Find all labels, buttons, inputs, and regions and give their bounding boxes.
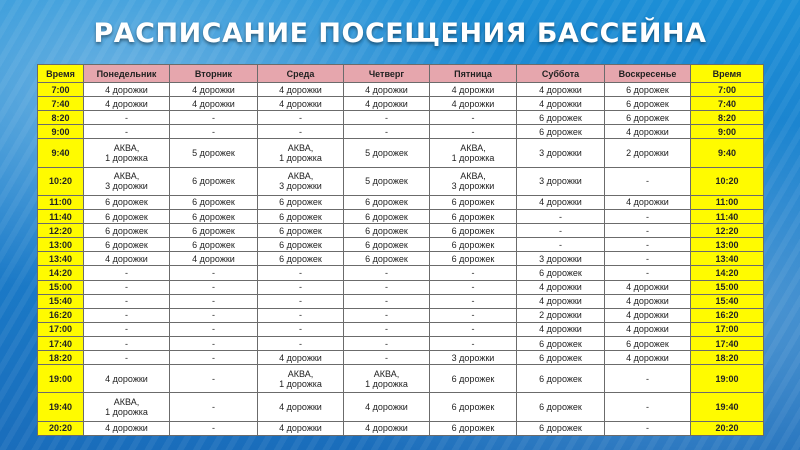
schedule-table bbox=[37, 64, 764, 436]
schedule-cell-line: АКВА, bbox=[287, 143, 314, 154]
schedule-cell: - bbox=[258, 308, 344, 322]
schedule-cell: - bbox=[170, 280, 258, 294]
schedule-cell: - bbox=[84, 308, 170, 322]
schedule-cell: 4 дорожки bbox=[605, 195, 691, 209]
schedule-cell: 4 дорожки bbox=[517, 280, 605, 294]
schedule-cell: 3 дорожки bbox=[517, 252, 605, 266]
schedule-cell: 6 дорожек bbox=[605, 97, 691, 111]
schedule-cell: 6 дорожек bbox=[344, 195, 430, 209]
schedule-cell: - bbox=[430, 266, 517, 280]
schedule-cell: - bbox=[84, 322, 170, 336]
schedule-cell: 6 дорожек bbox=[258, 195, 344, 209]
schedule-cell: 4 дорожки bbox=[84, 83, 170, 97]
schedule-cell: - bbox=[430, 280, 517, 294]
schedule-cell: - bbox=[605, 252, 691, 266]
time-cell-left: 12:20 bbox=[38, 224, 84, 238]
schedule-cell: - bbox=[344, 308, 430, 322]
time-cell-left: 8:20 bbox=[38, 111, 84, 125]
time-cell-right: 9:00 bbox=[691, 125, 764, 139]
schedule-cell: 6 дорожек bbox=[84, 195, 170, 209]
schedule-cell: - bbox=[84, 280, 170, 294]
time-cell-right: 15:00 bbox=[691, 280, 764, 294]
schedule-cell: 6 дорожек bbox=[605, 83, 691, 97]
schedule-cell: - bbox=[170, 125, 258, 139]
schedule-cell-line: АКВА, bbox=[373, 368, 400, 379]
table-row bbox=[38, 139, 764, 167]
schedule-cell: - bbox=[170, 337, 258, 351]
schedule-cell: - bbox=[430, 111, 517, 125]
schedule-cell: - bbox=[344, 337, 430, 351]
time-cell-right: 16:20 bbox=[691, 308, 764, 322]
schedule-cell: 4 дорожки bbox=[430, 97, 517, 111]
schedule-cell: 4 дорожки bbox=[258, 351, 344, 365]
day-header-wednesday: Среда bbox=[258, 65, 344, 83]
schedule-cell: - bbox=[258, 266, 344, 280]
schedule-cell: - bbox=[84, 125, 170, 139]
time-cell-right: 19:00 bbox=[691, 365, 764, 393]
schedule-cell: - bbox=[84, 337, 170, 351]
schedule-cell: - bbox=[344, 111, 430, 125]
schedule-cell: 6 дорожек bbox=[517, 125, 605, 139]
schedule-cell: - bbox=[430, 308, 517, 322]
schedule-cell: 2 дорожки bbox=[517, 308, 605, 322]
schedule-cell bbox=[258, 167, 344, 195]
time-cell-left: 13:40 bbox=[38, 252, 84, 266]
schedule-cell: - bbox=[258, 322, 344, 336]
schedule-cell: - bbox=[605, 365, 691, 393]
schedule-cell: - bbox=[605, 210, 691, 224]
schedule-cell: 2 дорожки bbox=[605, 139, 691, 167]
time-cell-right: 17:00 bbox=[691, 322, 764, 336]
schedule-cell: 6 дорожек bbox=[517, 421, 605, 435]
schedule-cell: - bbox=[84, 294, 170, 308]
time-cell-right: 17:40 bbox=[691, 337, 764, 351]
time-cell-left: 20:20 bbox=[38, 421, 84, 435]
day-header-tuesday: Вторник bbox=[170, 65, 258, 83]
schedule-cell: 4 дорожки bbox=[84, 252, 170, 266]
schedule-cell: - bbox=[430, 322, 517, 336]
schedule-cell: - bbox=[605, 266, 691, 280]
schedule-cell-line: 3 дорожки bbox=[279, 181, 322, 192]
schedule-cell: 4 дорожки bbox=[605, 308, 691, 322]
schedule-cell: 6 дорожек bbox=[84, 238, 170, 252]
schedule-cell-line: 1 дорожка bbox=[105, 153, 148, 164]
schedule-cell: 6 дорожек bbox=[517, 365, 605, 393]
table-row bbox=[38, 351, 764, 365]
schedule-cell: 6 дорожек bbox=[517, 393, 605, 421]
table-row bbox=[38, 125, 764, 139]
schedule-cell: 6 дорожек bbox=[430, 210, 517, 224]
schedule-cell: 4 дорожки bbox=[84, 365, 170, 393]
schedule-cell: - bbox=[170, 308, 258, 322]
schedule-cell-line: 3 дорожки bbox=[451, 181, 495, 192]
schedule-cell: 4 дорожки bbox=[430, 83, 517, 97]
schedule-cell: - bbox=[170, 322, 258, 336]
table-row bbox=[38, 195, 764, 209]
schedule-cell: - bbox=[344, 266, 430, 280]
schedule-cell: - bbox=[605, 167, 691, 195]
schedule-cell: 6 дорожек bbox=[344, 224, 430, 238]
schedule-cell: - bbox=[258, 111, 344, 125]
day-header-friday: Пятница bbox=[430, 65, 517, 83]
day-header-saturday: Суббота bbox=[517, 65, 605, 83]
time-cell-right: 19:40 bbox=[691, 393, 764, 421]
time-cell-left: 11:40 bbox=[38, 210, 84, 224]
schedule-cell: 6 дорожек bbox=[430, 365, 517, 393]
schedule-cell-line: АКВА, bbox=[287, 368, 314, 379]
schedule-cell: - bbox=[344, 280, 430, 294]
schedule-cell: 4 дорожки bbox=[258, 421, 344, 435]
table-row bbox=[38, 421, 764, 435]
table-row bbox=[38, 252, 764, 266]
schedule-cell: 6 дорожек bbox=[430, 224, 517, 238]
schedule-cell: - bbox=[258, 280, 344, 294]
time-cell-right: 15:40 bbox=[691, 294, 764, 308]
time-cell-left: 7:40 bbox=[38, 97, 84, 111]
schedule-cell: 4 дорожки bbox=[258, 393, 344, 421]
schedule-cell: 4 дорожки bbox=[170, 83, 258, 97]
time-cell-right: 8:20 bbox=[691, 111, 764, 125]
schedule-cell: 5 дорожек bbox=[170, 139, 258, 167]
table-row bbox=[38, 224, 764, 238]
schedule-cell-line: АКВА, bbox=[287, 171, 314, 182]
schedule-cell: 4 дорожки bbox=[605, 125, 691, 139]
schedule-cell: 6 дорожек bbox=[430, 252, 517, 266]
schedule-cell: 6 дорожек bbox=[170, 224, 258, 238]
schedule-cell: 6 дорожек bbox=[430, 195, 517, 209]
schedule-cell: - bbox=[605, 224, 691, 238]
time-cell-left: 17:40 bbox=[38, 337, 84, 351]
schedule-cell-line: АКВА, bbox=[460, 171, 486, 182]
table-row bbox=[38, 365, 764, 393]
schedule-cell: - bbox=[605, 393, 691, 421]
schedule-cell: 6 дорожек bbox=[258, 252, 344, 266]
schedule-cell: 4 дорожки bbox=[517, 97, 605, 111]
time-cell-right: 11:00 bbox=[691, 195, 764, 209]
time-cell-left: 17:00 bbox=[38, 322, 84, 336]
schedule-cell: 4 дорожки bbox=[605, 322, 691, 336]
schedule-cell: 6 дорожек bbox=[170, 167, 258, 195]
table-row bbox=[38, 337, 764, 351]
time-cell-left: 10:20 bbox=[38, 167, 84, 195]
table-row bbox=[38, 210, 764, 224]
time-header-right: Время bbox=[691, 65, 764, 83]
schedule-cell-line: АКВА, bbox=[113, 171, 140, 182]
table-row bbox=[38, 266, 764, 280]
time-cell-left: 19:40 bbox=[38, 393, 84, 421]
schedule-cell-line: 1 дорожка bbox=[279, 378, 322, 389]
schedule-cell: 4 дорожки bbox=[344, 83, 430, 97]
schedule-cell: 4 дорожки bbox=[170, 252, 258, 266]
schedule-cell: 6 дорожек bbox=[344, 252, 430, 266]
schedule-cell: - bbox=[344, 351, 430, 365]
time-cell-left: 15:00 bbox=[38, 280, 84, 294]
schedule-cell bbox=[430, 167, 517, 195]
schedule-cell: - bbox=[517, 210, 605, 224]
schedule-cell: - bbox=[430, 125, 517, 139]
schedule-cell: 4 дорожки bbox=[84, 421, 170, 435]
schedule-cell: 6 дорожек bbox=[605, 337, 691, 351]
schedule-cell: 3 дорожки bbox=[430, 351, 517, 365]
day-header-monday: Понедельник bbox=[84, 65, 170, 83]
schedule-cell: 6 дорожек bbox=[344, 210, 430, 224]
schedule-cell: 6 дорожек bbox=[258, 210, 344, 224]
schedule-cell bbox=[258, 139, 344, 167]
schedule-cell: - bbox=[170, 294, 258, 308]
table-row bbox=[38, 308, 764, 322]
schedule-cell: 4 дорожки bbox=[258, 83, 344, 97]
table-row bbox=[38, 97, 764, 111]
schedule-cell: - bbox=[170, 266, 258, 280]
schedule-cell: - bbox=[258, 337, 344, 351]
schedule-cell: 4 дорожки bbox=[84, 97, 170, 111]
table-row bbox=[38, 393, 764, 421]
schedule-cell: - bbox=[84, 351, 170, 365]
schedule-cell: 4 дорожки bbox=[258, 97, 344, 111]
schedule-cell: 6 дорожек bbox=[84, 224, 170, 238]
schedule-cell: - bbox=[170, 111, 258, 125]
table-row bbox=[38, 294, 764, 308]
time-cell-right: 20:20 bbox=[691, 421, 764, 435]
time-header-left: Время bbox=[38, 65, 84, 83]
time-cell-right: 12:20 bbox=[691, 224, 764, 238]
time-cell-left: 13:00 bbox=[38, 238, 84, 252]
schedule-cell: 6 дорожек bbox=[517, 337, 605, 351]
schedule-cell: 3 дорожки bbox=[517, 167, 605, 195]
schedule-cell: 6 дорожек bbox=[430, 393, 517, 421]
day-header-thursday: Четверг bbox=[344, 65, 430, 83]
schedule-cell: 6 дорожек bbox=[84, 210, 170, 224]
time-cell-right: 7:00 bbox=[691, 83, 764, 97]
schedule-cell bbox=[430, 139, 517, 167]
schedule-cell: - bbox=[84, 111, 170, 125]
schedule-cell: 6 дорожек bbox=[170, 238, 258, 252]
schedule-cell: 6 дорожек bbox=[430, 238, 517, 252]
schedule-cell: 4 дорожки bbox=[517, 195, 605, 209]
schedule-cell: 6 дорожек bbox=[517, 266, 605, 280]
table-row bbox=[38, 83, 764, 97]
day-header-sunday: Воскресенье bbox=[605, 65, 691, 83]
schedule-cell: 3 дорожки bbox=[517, 139, 605, 167]
schedule-cell: - bbox=[344, 294, 430, 308]
schedule-cell-line: 1 дорожка bbox=[279, 153, 322, 164]
schedule-cell: - bbox=[170, 393, 258, 421]
schedule-cell: 4 дорожки bbox=[517, 322, 605, 336]
schedule-cell: 6 дорожек bbox=[170, 210, 258, 224]
schedule-cell: 6 дорожек bbox=[258, 238, 344, 252]
schedule-cell: 4 дорожки bbox=[517, 294, 605, 308]
time-cell-left: 9:00 bbox=[38, 125, 84, 139]
schedule-cell: 6 дорожек bbox=[258, 224, 344, 238]
schedule-cell-line: 3 дорожки bbox=[105, 181, 148, 192]
schedule-cell: - bbox=[170, 351, 258, 365]
time-cell-right: 13:40 bbox=[691, 252, 764, 266]
time-cell-left: 18:20 bbox=[38, 351, 84, 365]
schedule-cell: - bbox=[344, 125, 430, 139]
schedule-cell: 6 дорожек bbox=[430, 421, 517, 435]
schedule-cell: - bbox=[170, 365, 258, 393]
schedule-cell: - bbox=[170, 421, 258, 435]
schedule-cell: 4 дорожки bbox=[170, 97, 258, 111]
time-cell-left: 9:40 bbox=[38, 139, 84, 167]
time-cell-left: 11:00 bbox=[38, 195, 84, 209]
schedule-cell: - bbox=[605, 421, 691, 435]
schedule-cell: 4 дорожки bbox=[605, 351, 691, 365]
schedule-cell-line: 1 дорожка bbox=[365, 378, 408, 389]
schedule-cell: 6 дорожек bbox=[517, 351, 605, 365]
schedule-cell bbox=[258, 365, 344, 393]
table-row bbox=[38, 167, 764, 195]
time-cell-left: 7:00 bbox=[38, 83, 84, 97]
schedule-cell: - bbox=[517, 238, 605, 252]
header-row bbox=[38, 65, 764, 83]
schedule-cell bbox=[344, 365, 430, 393]
schedule-cell: - bbox=[517, 224, 605, 238]
schedule-cell bbox=[84, 167, 170, 195]
schedule-cell: - bbox=[258, 294, 344, 308]
time-cell-left: 16:20 bbox=[38, 308, 84, 322]
time-cell-left: 15:40 bbox=[38, 294, 84, 308]
schedule-cell-line: АКВА, bbox=[113, 143, 140, 154]
table-row bbox=[38, 322, 764, 336]
schedule-cell-line: АКВА, bbox=[113, 397, 140, 408]
schedule-cell: 6 дорожек bbox=[605, 111, 691, 125]
schedule-cell: 4 дорожки bbox=[605, 294, 691, 308]
schedule-cell: - bbox=[344, 322, 430, 336]
schedule-cell: - bbox=[605, 238, 691, 252]
schedule-cell: 5 дорожек bbox=[344, 139, 430, 167]
time-cell-right: 18:20 bbox=[691, 351, 764, 365]
schedule-cell: - bbox=[430, 294, 517, 308]
table-row bbox=[38, 238, 764, 252]
schedule-cell: 6 дорожек bbox=[170, 195, 258, 209]
schedule-cell: 4 дорожки bbox=[344, 393, 430, 421]
schedule-cell: 4 дорожки bbox=[344, 421, 430, 435]
schedule-cell-line: 1 дорожка bbox=[451, 153, 495, 164]
schedule-cell: 5 дорожек bbox=[344, 167, 430, 195]
schedule-cell: 4 дорожки bbox=[517, 83, 605, 97]
schedule-cell bbox=[84, 139, 170, 167]
time-cell-left: 14:20 bbox=[38, 266, 84, 280]
page-title: РАСПИСАНИЕ ПОСЕЩЕНИЯ БАССЕЙНА bbox=[93, 18, 707, 49]
schedule-cell: 6 дорожек bbox=[517, 111, 605, 125]
time-cell-right: 14:20 bbox=[691, 266, 764, 280]
schedule-cell: 6 дорожек bbox=[344, 238, 430, 252]
schedule-body bbox=[38, 83, 764, 436]
schedule-cell: - bbox=[258, 125, 344, 139]
time-cell-right: 13:00 bbox=[691, 238, 764, 252]
time-cell-right: 10:20 bbox=[691, 167, 764, 195]
time-cell-left: 19:00 bbox=[38, 365, 84, 393]
table-row bbox=[38, 280, 764, 294]
schedule-cell: 4 дорожки bbox=[605, 280, 691, 294]
schedule-cell-line: 1 дорожка bbox=[105, 407, 148, 418]
schedule-cell bbox=[84, 393, 170, 421]
time-cell-right: 9:40 bbox=[691, 139, 764, 167]
schedule-cell: 4 дорожки bbox=[344, 97, 430, 111]
schedule-cell: - bbox=[430, 337, 517, 351]
schedule-cell: - bbox=[84, 266, 170, 280]
schedule-cell-line: АКВА, bbox=[460, 143, 486, 154]
time-cell-right: 7:40 bbox=[691, 97, 764, 111]
table-row bbox=[38, 111, 764, 125]
time-cell-right: 11:40 bbox=[691, 210, 764, 224]
